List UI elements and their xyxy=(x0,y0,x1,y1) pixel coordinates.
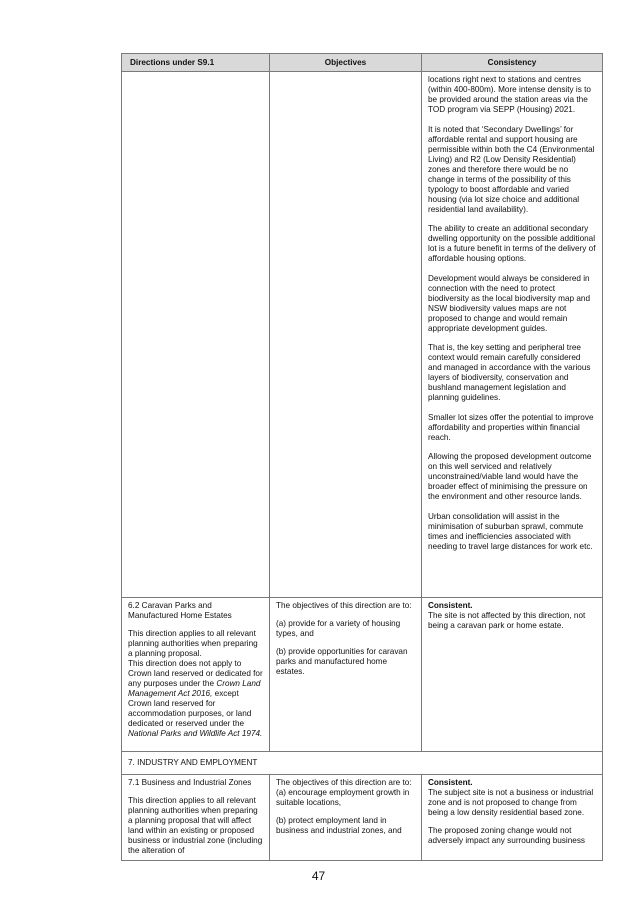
consistency-paragraph: Allowing the proposed development outcome on this well serviced and relatively unconstrained/viable land would have the broader effect of minimising the pressure on the environment and other resource lands. xyxy=(428,452,592,501)
cell-directions-empty xyxy=(122,72,270,598)
header-directions: Directions under S9.1 xyxy=(122,54,270,72)
cell-direction-7-1 xyxy=(122,775,270,861)
consistency-text: The site is not affected by this direction, not being a caravan park or home estate. xyxy=(428,611,586,630)
objectives-intro: The objectives of this direction are to: xyxy=(276,601,412,610)
consistency-paragraph: The ability to create an additional secondary dwelling opportunity on the possible additional lot is a future benefit in terms of the delivery of affordable housing options. xyxy=(428,224,596,263)
table-header-row xyxy=(122,54,603,72)
cell-objectives-empty xyxy=(270,72,422,598)
consistency-status: Consistent. xyxy=(428,601,473,610)
consistency-paragraph: Development would always be considered in connection with the need to protect biodiversity as the local biodiversity map and NSW biodiversity values maps are not proposed to change and would remain appropriate development guides. xyxy=(428,273,591,333)
exclusion-text: except Crown land reserved for accommodation purposes, or land dedicated or reserved under the xyxy=(128,689,252,728)
objective-a: (a) provide for a variety of housing types, and xyxy=(276,619,401,638)
planning-directions-table xyxy=(121,53,603,861)
consistency-paragraph: It is noted that ‘Secondary Dwellings’ for affordable rental and support housing are permissible within both the C4 (Environmental Living) and R2 (Low Density Residential) zones and therefore there would be no change in terms of the possibility of this typology to boost affordable and varied housing (via lot size choice and additional residential land availability). xyxy=(428,124,595,214)
cell-consistency-7-1 xyxy=(422,775,603,861)
consistency-paragraph: locations right next to stations and centres (within 400-800m). More intense density is to be provided around the station areas via the TOD program via SEPP (Housing) 2021. xyxy=(428,75,591,114)
header-objectives: Objectives xyxy=(270,54,422,72)
table-row-continued xyxy=(122,72,603,598)
section-heading: 7. INDUSTRY AND EMPLOYMENT xyxy=(122,752,603,775)
consistency-text: The subject site is not a business or industrial zone and is not proposed to change from being a low density residential based zone. xyxy=(428,788,594,817)
table-row-6-2 xyxy=(122,598,603,752)
header-consistency: Consistency xyxy=(422,54,603,72)
objective-b: (b) provide opportunities for caravan parks and manufactured home estates. xyxy=(276,647,408,676)
consistency-text: The proposed zoning change would not adversely impact any surrounding business xyxy=(428,826,586,845)
direction-applies: This direction applies to all relevant planning authorities when preparing a planning proposal that will affect land within an existing or proposed business or industrial zone (including the alteration of xyxy=(128,796,263,855)
direction-title: 6.2 Caravan Parks and Manufactured Home Estates xyxy=(128,601,232,620)
direction-title: 7.1 Business and Industrial Zones xyxy=(128,778,252,787)
consistency-paragraph: Smaller lot sizes offer the potential to improve affordability and properties within financial reach. xyxy=(428,412,594,442)
cell-objectives-6-2 xyxy=(270,598,422,752)
consistency-paragraph: That is, the key setting and peripheral tree context would remain carefully considered and managed in accordance with the various layers of biodiversity, conservation and bushland management legislation and planning guidelines. xyxy=(428,343,591,402)
exclusion-text: This direction does not apply to Crown land reserved or dedicated for any purposes under the xyxy=(128,659,263,688)
section-row-industry xyxy=(122,752,603,775)
consistency-paragraph: Urban consolidation will assist in the minimisation of suburban sprawl, commute times and inefficiencies associated with needing to travel large distances for work etc. xyxy=(428,511,593,551)
cell-consistency-6-2 xyxy=(422,598,603,752)
act-name: Crown Land Management Act 2016, xyxy=(128,679,261,698)
cell-direction-6-2 xyxy=(122,598,270,752)
page-number: 47 xyxy=(311,869,326,883)
consistency-status: Consistent. xyxy=(428,778,473,787)
objectives-intro: The objectives of this direction are to: xyxy=(276,778,412,787)
cell-consistency-continued xyxy=(422,72,603,598)
table-row-7-1 xyxy=(122,775,603,861)
objective-b: (b) protect employment land in business and industrial zones, and xyxy=(276,816,402,835)
cell-objectives-7-1 xyxy=(270,775,422,861)
objective-a: (a) encourage employment growth in suitable locations, xyxy=(276,788,410,807)
direction-exclusions xyxy=(128,659,263,739)
act-name: National Parks and Wildlife Act 1974. xyxy=(128,729,263,738)
direction-applies: This direction applies to all relevant planning authorities when preparing a planning proposal. xyxy=(128,629,258,658)
